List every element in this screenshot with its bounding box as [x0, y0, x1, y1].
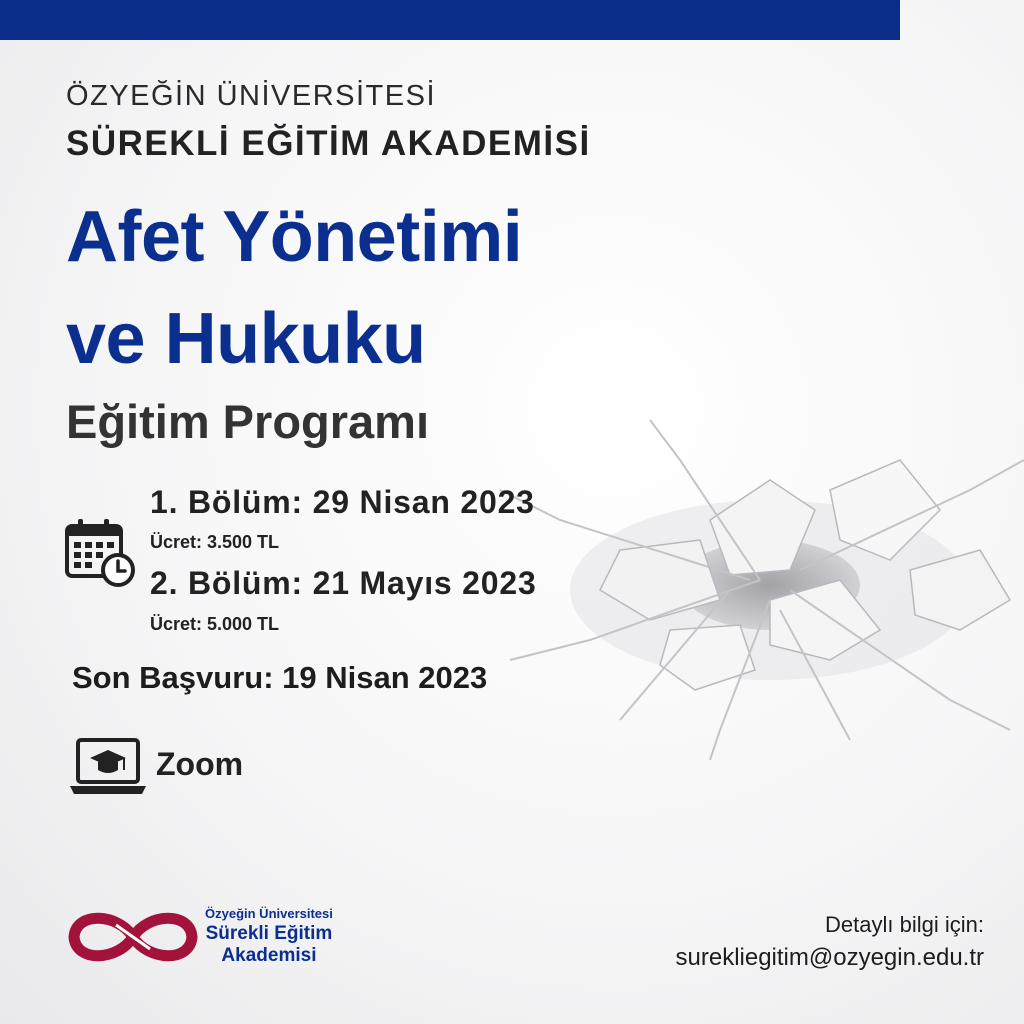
program-title-line-1: Afet Yönetimi [66, 197, 523, 277]
top-accent-bar [0, 0, 900, 40]
cracked-ground-illustration [470, 400, 1024, 760]
session-1-date: 1. Bölüm: 29 Nisan 2023 [150, 484, 535, 520]
logo-line-2: Sürekli Eğitim [205, 923, 333, 944]
logo-university: Özyeğin Üniversitesi [205, 906, 333, 921]
program-title-line-2: ve Hukuku [66, 299, 426, 379]
session-2-fee: Ücret: 5.000 TL [150, 614, 280, 634]
program-subtitle: Eğitim Programı [66, 395, 430, 448]
laptop-graduation-icon [68, 736, 148, 798]
calendar-clock-icon [64, 516, 136, 588]
academy-name: SÜREKLİ EĞİTİM AKADEMİSİ [66, 124, 591, 163]
session-1-fee: Ücret: 3.500 TL [150, 532, 280, 552]
platform-label: Zoom [156, 746, 244, 782]
academy-logo-text [205, 906, 333, 967]
session-2-date: 2. Bölüm: 21 Mayıs 2023 [150, 565, 537, 601]
contact-email[interactable]: surekliegitim@ozyegin.edu.tr [675, 944, 984, 971]
logo-line-3: Akademisi [221, 945, 317, 966]
contact-label: Detaylı bilgi için: [825, 912, 984, 937]
contact-info [676, 912, 985, 972]
infinity-logo-icon [68, 905, 198, 969]
application-deadline: Son Başvuru: 19 Nisan 2023 [72, 660, 488, 695]
university-name: ÖZYEĞİN ÜNİVERSİTESİ [66, 80, 436, 112]
